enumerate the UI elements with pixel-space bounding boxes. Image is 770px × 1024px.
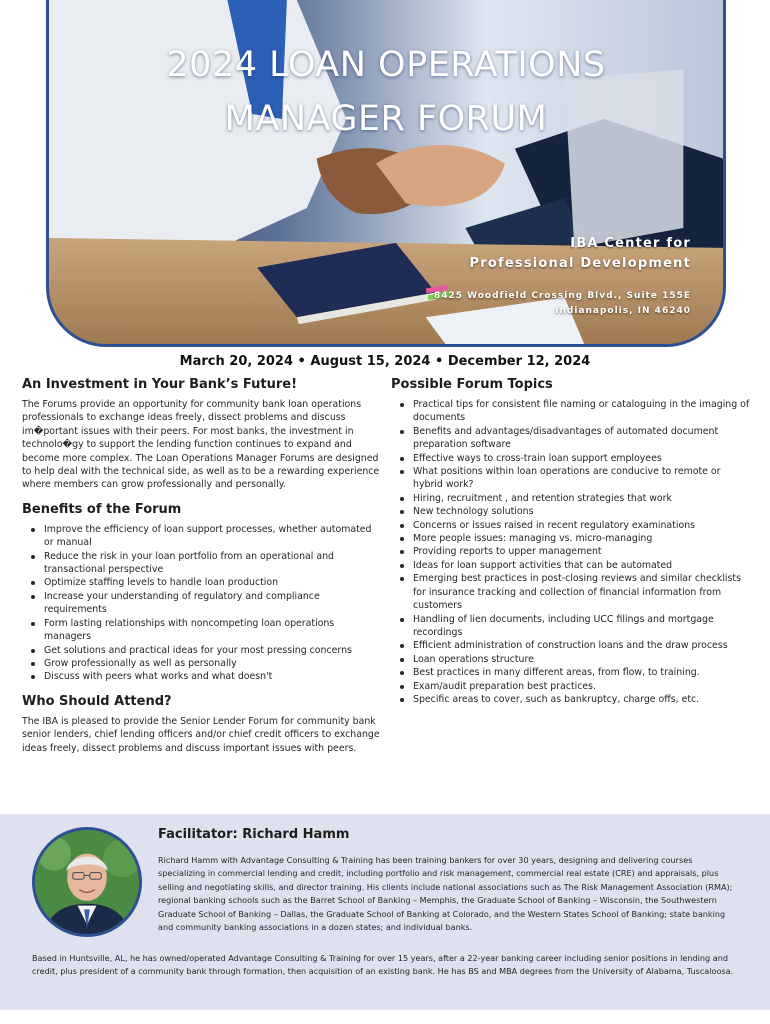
list-item: Form lasting relationships with noncompeting loan operations managers (22, 617, 380, 644)
list-item: Practical tips for consistent file naming or cataloguing in the imaging of documents (391, 398, 753, 425)
org-line-1: IBA Center for (570, 236, 691, 251)
forum-title (49, 38, 723, 146)
list-item: Providing reports to upper management (391, 545, 753, 558)
hero-banner (46, 0, 726, 347)
facilitator-heading: Facilitator: Richard Hamm (158, 827, 350, 842)
organizer (470, 234, 691, 274)
list-item: Exam/audit preparation best practices. (391, 680, 753, 693)
list-item: What positions within loan operations are conducive to remote or hybrid work? (391, 465, 753, 492)
list-item: Get solutions and practical ideas for your most pressing concerns (22, 644, 380, 657)
topics-heading: Possible Forum Topics (391, 377, 553, 392)
list-item: Grow professionally as well as personally (22, 657, 380, 670)
title-line-2: MANAGER FORUM (224, 99, 548, 139)
list-item: Best practices in many different areas, from flow, to training. (391, 666, 753, 679)
title-line-1: 2024 LOAN OPERATIONS (166, 45, 606, 85)
list-item: Improve the efficiency of loan support processes, whether automated or manual (22, 523, 380, 550)
list-item: Concerns or issues raised in recent regulatory examinations (391, 519, 753, 532)
avatar (32, 827, 142, 937)
list-item: Ideas for loan support activities that can be automated (391, 559, 753, 572)
forum-dates: March 20, 2024 • August 15, 2024 • December 12, 2024 (179, 354, 591, 369)
list-item: More people issues: managing vs. micro-managing (391, 532, 753, 545)
address (434, 289, 691, 319)
org-line-2: Professional Development (469, 256, 691, 271)
facilitator-bio: Richard Hamm with Advantage Consulting & Training has been training bankers for over 30 years, designing and delivering courses specializing in commercial lending and credit, including portfolio and risk management, commercial real estate (CRE) and appraisals, plus selling and negotiating skills, and director training. His clients include national associations such as The Risk Management Association (RMA); regional banking schools such as the Barret School of Banking – Memphis, the Graduate School of Banking – Wisconsin, the Southwestern Graduate School of Banking – Dallas, the Graduate School of Banking at Colorado, and the Western States School of Banking; state banking and community banking associations in a dozen states; and individual banks. (158, 855, 733, 933)
list-item: Reduce the risk in your loan portfolio from an operational and transactional perspective (22, 550, 380, 577)
list-item: Specific areas to cover, such as bankruptcy, charge offs, etc. (391, 693, 753, 706)
list-item: Loan operations structure (391, 653, 753, 666)
list-item: Increase your understanding of regulatory and compliance requirements (22, 590, 380, 617)
investment-body: The Forums provide an opportunity for community bank loan operations professionals to exchange ideas freely, dissect problems and discuss im�portant issues with their peers. For most banks, the investment in technolo�gy to support the lending function continues to expand and become more complex. The Loan Operations Manager Forums are designed to help deal with the technical side, as well as to be a rewarding experience where members can grow professionally and personally. (22, 399, 380, 491)
list-item: Benefits and advantages/disadvantages of automated document preparation software (391, 425, 753, 452)
list-item: Discuss with peers what works and what doesn't (22, 670, 380, 683)
right-column (391, 377, 753, 706)
attend-heading: Who Should Attend? (22, 693, 172, 709)
list-item: Emerging best practices in post-closing reviews and similar checklists for insurance tracking and collection of financial information from customers (391, 572, 753, 612)
left-column (22, 377, 380, 755)
address-line-2: Indianapolis, IN 46240 (555, 306, 691, 316)
investment-heading: An Investment in Your Bank’s Future! (22, 377, 298, 392)
address-line-1: 8425 Woodfield Crossing Blvd., Suite 155E (433, 291, 691, 301)
facilitator-bio-continued: Based in Huntsville, AL, he has owned/operated Advantage Consulting & Training for over 15 years, after a 22-year banking career including senior positions in lending and credit, plus president of a community bank through formation, then acquisition of an existing bank. He has BS and MBA degrees from the University of Alabama, Tuscaloosa. (32, 953, 734, 977)
list-item: Efficient administration of construction loans and the draw process (391, 639, 753, 652)
attend-body: The IBA is pleased to provide the Senior Lender Forum for community bank senior lenders, chief lending officers and/or chief credit officers to exchange ideas freely, dissect problems and discuss important issues with peers. (22, 715, 380, 754)
list-item: New technology solutions (391, 505, 753, 518)
list-item: Hiring, recruitment , and retention strategies that work (391, 492, 753, 505)
benefits-heading: Benefits of the Forum (22, 501, 182, 517)
topics-list (391, 398, 753, 706)
facilitator-photo (35, 830, 139, 934)
benefits-list (22, 523, 380, 684)
list-item: Effective ways to cross-train loan support employees (391, 452, 753, 465)
list-item: Handling of lien documents, including UCC filings and mortgage recordings (391, 613, 753, 640)
list-item: Optimize staffing levels to handle loan production (22, 576, 380, 589)
